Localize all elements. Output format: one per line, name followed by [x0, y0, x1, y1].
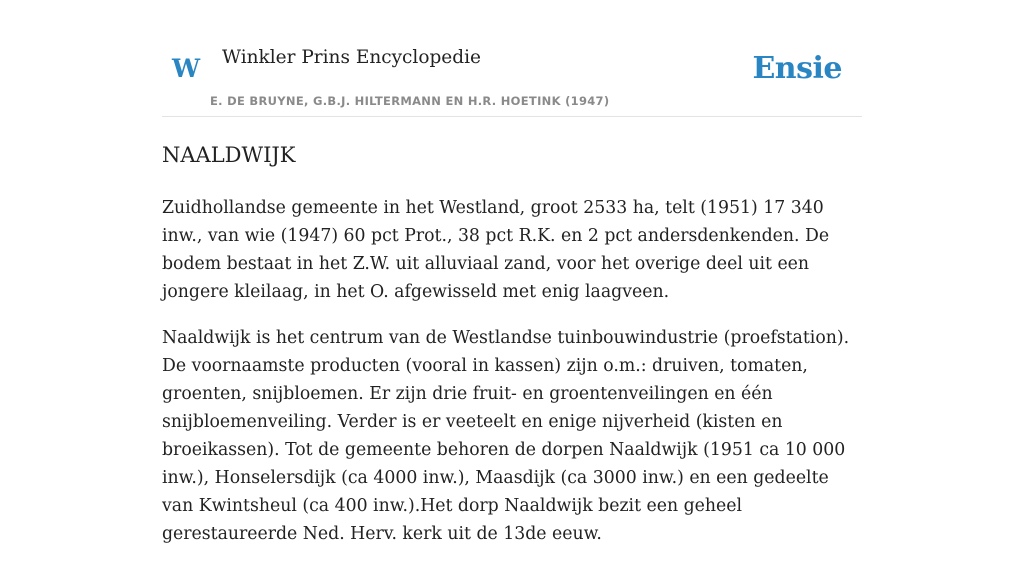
ensie-logo[interactable]: Ensie: [752, 51, 842, 86]
site-title[interactable]: Winkler Prins Encyclopedie: [222, 47, 481, 68]
article-paragraph: Naaldwijk is het centrum van de Westlandse tuinbouwindustrie (proefstation). De voornaamste producten (vooral in kassen) zijn o.m.: druiven, tomaten, groenten, snijbloemen. Er zijn drie fruit- en groentenveilingen en één snijbloemenveiling. Verder is er veeteelt en enige nijverheid (kisten en broeikassen). Tot de gemeente behoren de dorpen Naaldwijk (1951 ca 10 000 inw.), Honselersdijk (ca 4000 inw.), Maasdijk (ca 3000 inw.) en een gedeelte van Kwintsheul (ca 400 inw.).Het dorp Naaldwijk bezit een geheel gerestaureerde Ned. Herv. kerk uit de 13de eeuw.: [162, 328, 850, 544]
winkler-prins-logo[interactable]: W: [172, 54, 201, 83]
article-paragraph: Zuidhollandse gemeente in het Westland, groot 2533 ha, telt (1951) 17 340 inw., van wie (1947) 60 pct Prot., 38 pct R.K. en 2 pct andersdenkenden. De bodem bestaat in het Z.W. uit alluviaal zand, voor het overige deel uit een jongere kleilaag, in het O. afgewisseld met enig laagveen.: [162, 198, 830, 302]
site-header: [162, 0, 862, 117]
article-title: NAALDWIJK: [162, 143, 296, 167]
site-authors: E. DE BRUYNE, G.B.J. HILTERMANN EN H.R. HOETINK (1947): [210, 94, 610, 108]
article-body: [162, 194, 862, 548]
article: [162, 140, 862, 566]
